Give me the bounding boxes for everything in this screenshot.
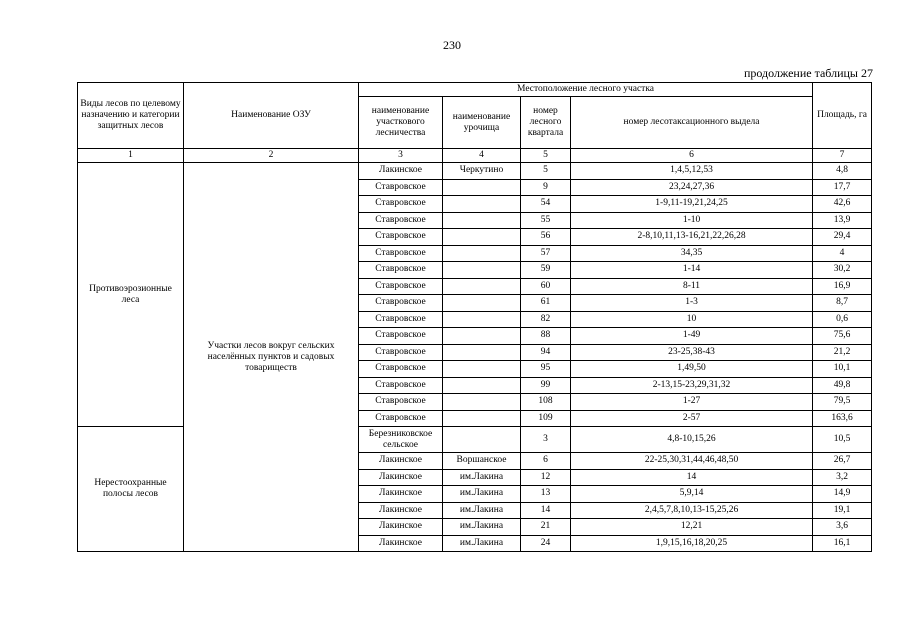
ozu-name-cell: Участки лесов вокруг сельских населённых пунктов и садовых товариществ <box>184 163 359 552</box>
quarter-cell: 99 <box>521 377 571 394</box>
tract-cell: им.Лакина <box>443 469 521 486</box>
area-cell: 42,6 <box>813 196 872 213</box>
forestry-cell: Ставровское <box>359 361 443 378</box>
plots-cell: 10 <box>571 311 813 328</box>
plots-cell: 2-8,10,11,13-16,21,22,26,28 <box>571 229 813 246</box>
plots-cell: 1-27 <box>571 394 813 411</box>
quarter-cell: 6 <box>521 453 571 470</box>
quarter-cell: 95 <box>521 361 571 378</box>
plots-cell: 2-13,15-23,29,31,32 <box>571 377 813 394</box>
plots-cell: 23,24,27,36 <box>571 179 813 196</box>
tract-cell <box>443 427 521 453</box>
plots-cell: 1-3 <box>571 295 813 312</box>
area-cell: 29,4 <box>813 229 872 246</box>
area-cell: 14,9 <box>813 486 872 503</box>
area-cell: 30,2 <box>813 262 872 279</box>
quarter-cell: 82 <box>521 311 571 328</box>
table-continuation-label: продолжение таблицы 27 <box>743 66 873 80</box>
forestry-cell: Ставровское <box>359 262 443 279</box>
column-number-row <box>78 149 872 163</box>
area-cell: 10,1 <box>813 361 872 378</box>
header-plots: номер лесотаксационного выдела <box>571 97 813 149</box>
column-number: 7 <box>813 149 872 163</box>
tract-cell: им.Лакина <box>443 535 521 552</box>
area-cell: 13,9 <box>813 212 872 229</box>
area-cell: 8,7 <box>813 295 872 312</box>
quarter-cell: 14 <box>521 502 571 519</box>
quarter-cell: 88 <box>521 328 571 345</box>
tract-cell <box>443 179 521 196</box>
forestry-cell: Ставровское <box>359 179 443 196</box>
forestry-cell: Лакинское <box>359 453 443 470</box>
quarter-cell: 13 <box>521 486 571 503</box>
area-cell: 3,2 <box>813 469 872 486</box>
tract-cell: им.Лакина <box>443 486 521 503</box>
area-cell: 17,7 <box>813 179 872 196</box>
quarter-cell: 21 <box>521 519 571 536</box>
plots-cell: 5,9,14 <box>571 486 813 503</box>
forestry-cell: Ставровское <box>359 278 443 295</box>
area-cell: 4 <box>813 245 872 262</box>
quarter-cell: 56 <box>521 229 571 246</box>
forestry-cell: Ставровское <box>359 212 443 229</box>
tract-cell: Воршанское <box>443 453 521 470</box>
tract-cell <box>443 229 521 246</box>
tract-cell <box>443 262 521 279</box>
quarter-cell: 109 <box>521 410 571 427</box>
quarter-cell: 108 <box>521 394 571 411</box>
plots-cell: 8-11 <box>571 278 813 295</box>
area-cell: 16,9 <box>813 278 872 295</box>
forest-table <box>77 82 872 552</box>
page-number: 230 <box>443 38 461 52</box>
forestry-cell: Ставровское <box>359 394 443 411</box>
column-number: 2 <box>184 149 359 163</box>
header-ozu-name: Наименование ОЗУ <box>184 83 359 149</box>
column-number: 5 <box>521 149 571 163</box>
tract-cell: им.Лакина <box>443 519 521 536</box>
forestry-cell: Березниковское сельское <box>359 427 443 453</box>
forestry-cell: Ставровское <box>359 344 443 361</box>
area-cell: 19,1 <box>813 502 872 519</box>
plots-cell: 22-25,30,31,44,46,48,50 <box>571 453 813 470</box>
area-cell: 0,6 <box>813 311 872 328</box>
header-quarter: номер лесного квартала <box>521 97 571 149</box>
forestry-cell: Ставровское <box>359 311 443 328</box>
tract-cell <box>443 344 521 361</box>
area-cell: 10,5 <box>813 427 872 453</box>
table-row <box>78 163 872 180</box>
plots-cell: 1-49 <box>571 328 813 345</box>
table-body <box>78 163 872 552</box>
forestry-cell: Лакинское <box>359 519 443 536</box>
tract-cell <box>443 245 521 262</box>
forestry-cell: Лакинское <box>359 469 443 486</box>
tract-cell <box>443 394 521 411</box>
quarter-cell: 9 <box>521 179 571 196</box>
column-number: 3 <box>359 149 443 163</box>
plots-cell: 2,4,5,7,8,10,13-15,25,26 <box>571 502 813 519</box>
forestry-cell: Ставровское <box>359 328 443 345</box>
quarter-cell: 57 <box>521 245 571 262</box>
tract-cell <box>443 295 521 312</box>
tract-cell <box>443 377 521 394</box>
forest-type-cell: Противоэрозионные леса <box>78 163 184 427</box>
header-forest-type: Виды лесов по целевому назначению и категории защитных лесов <box>78 83 184 149</box>
quarter-cell: 55 <box>521 212 571 229</box>
forestry-cell: Лакинское <box>359 535 443 552</box>
tract-cell <box>443 196 521 213</box>
plots-cell: 4,8-10,15,26 <box>571 427 813 453</box>
forestry-cell: Лакинское <box>359 502 443 519</box>
quarter-cell: 59 <box>521 262 571 279</box>
area-cell: 75,6 <box>813 328 872 345</box>
area-cell: 79,5 <box>813 394 872 411</box>
plots-cell: 12,21 <box>571 519 813 536</box>
plots-cell: 2-57 <box>571 410 813 427</box>
quarter-cell: 24 <box>521 535 571 552</box>
area-cell: 21,2 <box>813 344 872 361</box>
plots-cell: 1-14 <box>571 262 813 279</box>
quarter-cell: 12 <box>521 469 571 486</box>
area-cell: 3,6 <box>813 519 872 536</box>
quarter-cell: 54 <box>521 196 571 213</box>
header-forestry: наименование участкового лесничества <box>359 97 443 149</box>
area-cell: 26,7 <box>813 453 872 470</box>
quarter-cell: 60 <box>521 278 571 295</box>
area-cell: 16,1 <box>813 535 872 552</box>
tract-cell: Черкутино <box>443 163 521 180</box>
forestry-cell: Ставровское <box>359 410 443 427</box>
plots-cell: 1,4,5,12,53 <box>571 163 813 180</box>
forestry-cell: Лакинское <box>359 486 443 503</box>
plots-cell: 34,35 <box>571 245 813 262</box>
plots-cell: 1,49,50 <box>571 361 813 378</box>
quarter-cell: 5 <box>521 163 571 180</box>
tract-cell <box>443 212 521 229</box>
header-location: Местоположение лесного участка <box>359 83 813 97</box>
plots-cell: 1,9,15,16,18,20,25 <box>571 535 813 552</box>
header-tract: наименование урочища <box>443 97 521 149</box>
forestry-cell: Ставровское <box>359 245 443 262</box>
area-cell: 4,8 <box>813 163 872 180</box>
tract-cell <box>443 410 521 427</box>
column-number: 1 <box>78 149 184 163</box>
forest-type-cell: Нерестоохранные полосы лесов <box>78 427 184 552</box>
quarter-cell: 94 <box>521 344 571 361</box>
area-cell: 49,8 <box>813 377 872 394</box>
plots-cell: 23-25,38-43 <box>571 344 813 361</box>
header-area: Площадь, га <box>813 83 872 149</box>
tract-cell <box>443 311 521 328</box>
quarter-cell: 3 <box>521 427 571 453</box>
tract-cell <box>443 361 521 378</box>
forestry-cell: Ставровское <box>359 377 443 394</box>
quarter-cell: 61 <box>521 295 571 312</box>
forestry-cell: Лакинское <box>359 163 443 180</box>
area-cell: 163,6 <box>813 410 872 427</box>
tract-cell <box>443 328 521 345</box>
tract-cell <box>443 278 521 295</box>
plots-cell: 14 <box>571 469 813 486</box>
plots-cell: 1-10 <box>571 212 813 229</box>
forestry-cell: Ставровское <box>359 295 443 312</box>
forestry-cell: Ставровское <box>359 196 443 213</box>
plots-cell: 1-9,11-19,21,24,25 <box>571 196 813 213</box>
column-number: 6 <box>571 149 813 163</box>
tract-cell: им.Лакина <box>443 502 521 519</box>
column-number: 4 <box>443 149 521 163</box>
forestry-cell: Ставровское <box>359 229 443 246</box>
